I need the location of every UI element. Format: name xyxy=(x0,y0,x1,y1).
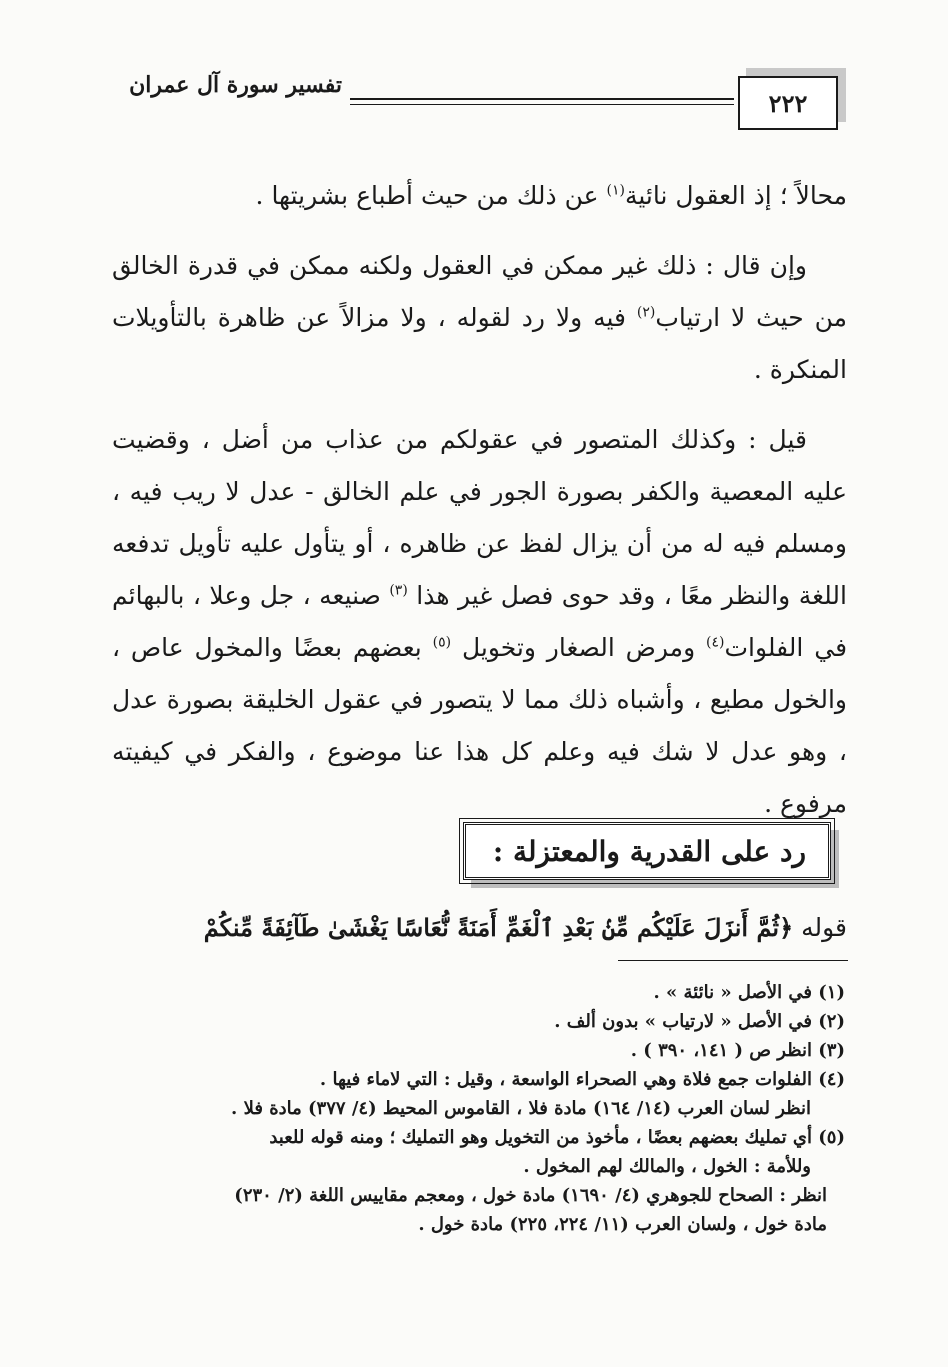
footnote-number: (١) xyxy=(818,982,845,1003)
footnote-ref-2[interactable]: (٢) xyxy=(636,304,656,321)
header-rule-thin xyxy=(350,104,734,105)
footnote-2 xyxy=(100,1007,845,1036)
paragraph-1-text: محالاً ؛ إذ العقول نائية xyxy=(624,181,847,210)
paragraph-3-text-a: قيل : وكذلك المتصور في عقولكم من عذاب من أضل ، وقضيت عليه المعصية والكفر بصورة الجور في علم الخالق - عدل لا ريب فيه ، ومسلم فيه له من أن يزال لفظ عن ظاهره ، أو يتأول عليه تأويل تدفعه اللغة والنظر معًا ، وقد حوى فصل غير هذا xyxy=(112,425,847,610)
page-number-box xyxy=(738,76,838,130)
paragraph-2-text-b: فيه ولا رد لقوله ، ولا مزالاً عن ظاهرة بالتأويلات المنكرة . xyxy=(112,303,847,384)
footnote-ref-1[interactable]: (١) xyxy=(606,182,625,199)
footnote-5-continuation: انظر : الصحاح للجوهري (٤/ ١٦٩٠) مادة خول ، ومعجم مقاييس اللغة (٢/ ٢٣٠) xyxy=(234,1185,827,1206)
footnote-text: في الأصل « لارتياب » بدون ألف . xyxy=(554,1011,812,1032)
header-rule xyxy=(350,98,734,100)
footnote-ref-3[interactable]: (٣) xyxy=(389,582,408,599)
section-heading: رد على القدرية والمعتزلة : xyxy=(492,834,806,868)
footnote-number: (٤) xyxy=(818,1069,845,1090)
running-header-title: تفسير سورة آل عمران xyxy=(129,72,342,98)
quran-verse-line xyxy=(112,902,847,954)
paragraph-1-text-rest: عن ذلك من حيث أطباع بشريتها . xyxy=(255,181,607,210)
paragraph-2-text-a: وإن قال : ذلك غير ممكن في العقول ولكنه ممكن في قدرة الخالق من حيث لا ارتياب xyxy=(112,251,848,332)
footnote-4-continuation: انظر لسان العرب (١٤/ ١٦٤) مادة فلا ، القاموس المحيط (٤/ ٣٧٧) مادة فلا . xyxy=(231,1098,811,1119)
footnote-number: (٣) xyxy=(818,1040,845,1061)
footnote-number: (٢) xyxy=(818,1011,845,1032)
footnote-ref-4[interactable]: (٤) xyxy=(706,634,725,651)
paragraph-3-text-b: صنيعه ، جل وعلا ، بالبهائم في الفلوات xyxy=(112,581,848,662)
footnotes xyxy=(100,978,845,1239)
footnote-text: انظر ص ( ١٤١، ٣٩٠ ) . xyxy=(630,1040,812,1061)
footnote-text: في الأصل « نائئة » . xyxy=(653,982,812,1003)
section-heading-box xyxy=(463,822,831,880)
paragraph-3 xyxy=(112,414,847,830)
footnote-1 xyxy=(100,978,845,1007)
footnote-3 xyxy=(100,1036,845,1065)
paragraph-1 xyxy=(112,170,847,222)
main-text xyxy=(112,170,847,830)
footnote-ref-5[interactable]: (٥) xyxy=(432,634,452,651)
footnote-4 xyxy=(100,1065,845,1094)
footnote-text: أي تمليك بعضهم بعضًا ، مأخوذ من التخويل وهو التمليك ؛ ومنه قوله للعبد xyxy=(269,1127,812,1148)
page-number: ٢٢٢ xyxy=(768,88,808,118)
quran-verse: ﴿ثُمَّ أَنزَلَ عَلَيْكُم مِّنۢ بَعْدِ ٱلْغَمِّ أَمَنَةً نُّعَاسًا يَغْشَىٰ طَآئِفَةً مِّنكُمْ xyxy=(203,913,794,942)
footnote-5 xyxy=(100,1123,845,1152)
paragraph-3-text-c: ومرض الصغار وتخويل xyxy=(461,633,707,662)
footnote-5-continuation: مادة خول ، ولسان العرب (١١/ ٢٢٤، ٢٢٥) مادة خول . xyxy=(418,1214,827,1235)
paragraph-3-text-d: بعضهم بعضًا والمخول عاص ، والخول مطيع ، وأشباه ذلك مما لا يتصور في عقول الخليقة بصورة عدل ، وهو عدل لا شك فيه وعلم كل هذا عنا موضوع ، والفكر في كيفيته مرفوع . xyxy=(112,633,847,818)
footnote-text: الفلوات جمع فلاة وهي الصحراء الواسعة ، وقيل : التي لاماء فيها . xyxy=(319,1069,812,1090)
quran-prefix: قوله xyxy=(793,913,847,942)
paragraph-2 xyxy=(112,240,847,396)
footnote-5-continuation: وللأمة : الخول ، والمالك لهم المخول . xyxy=(523,1156,811,1177)
footnote-separator xyxy=(618,960,848,961)
footnote-number: (٥) xyxy=(818,1127,845,1148)
